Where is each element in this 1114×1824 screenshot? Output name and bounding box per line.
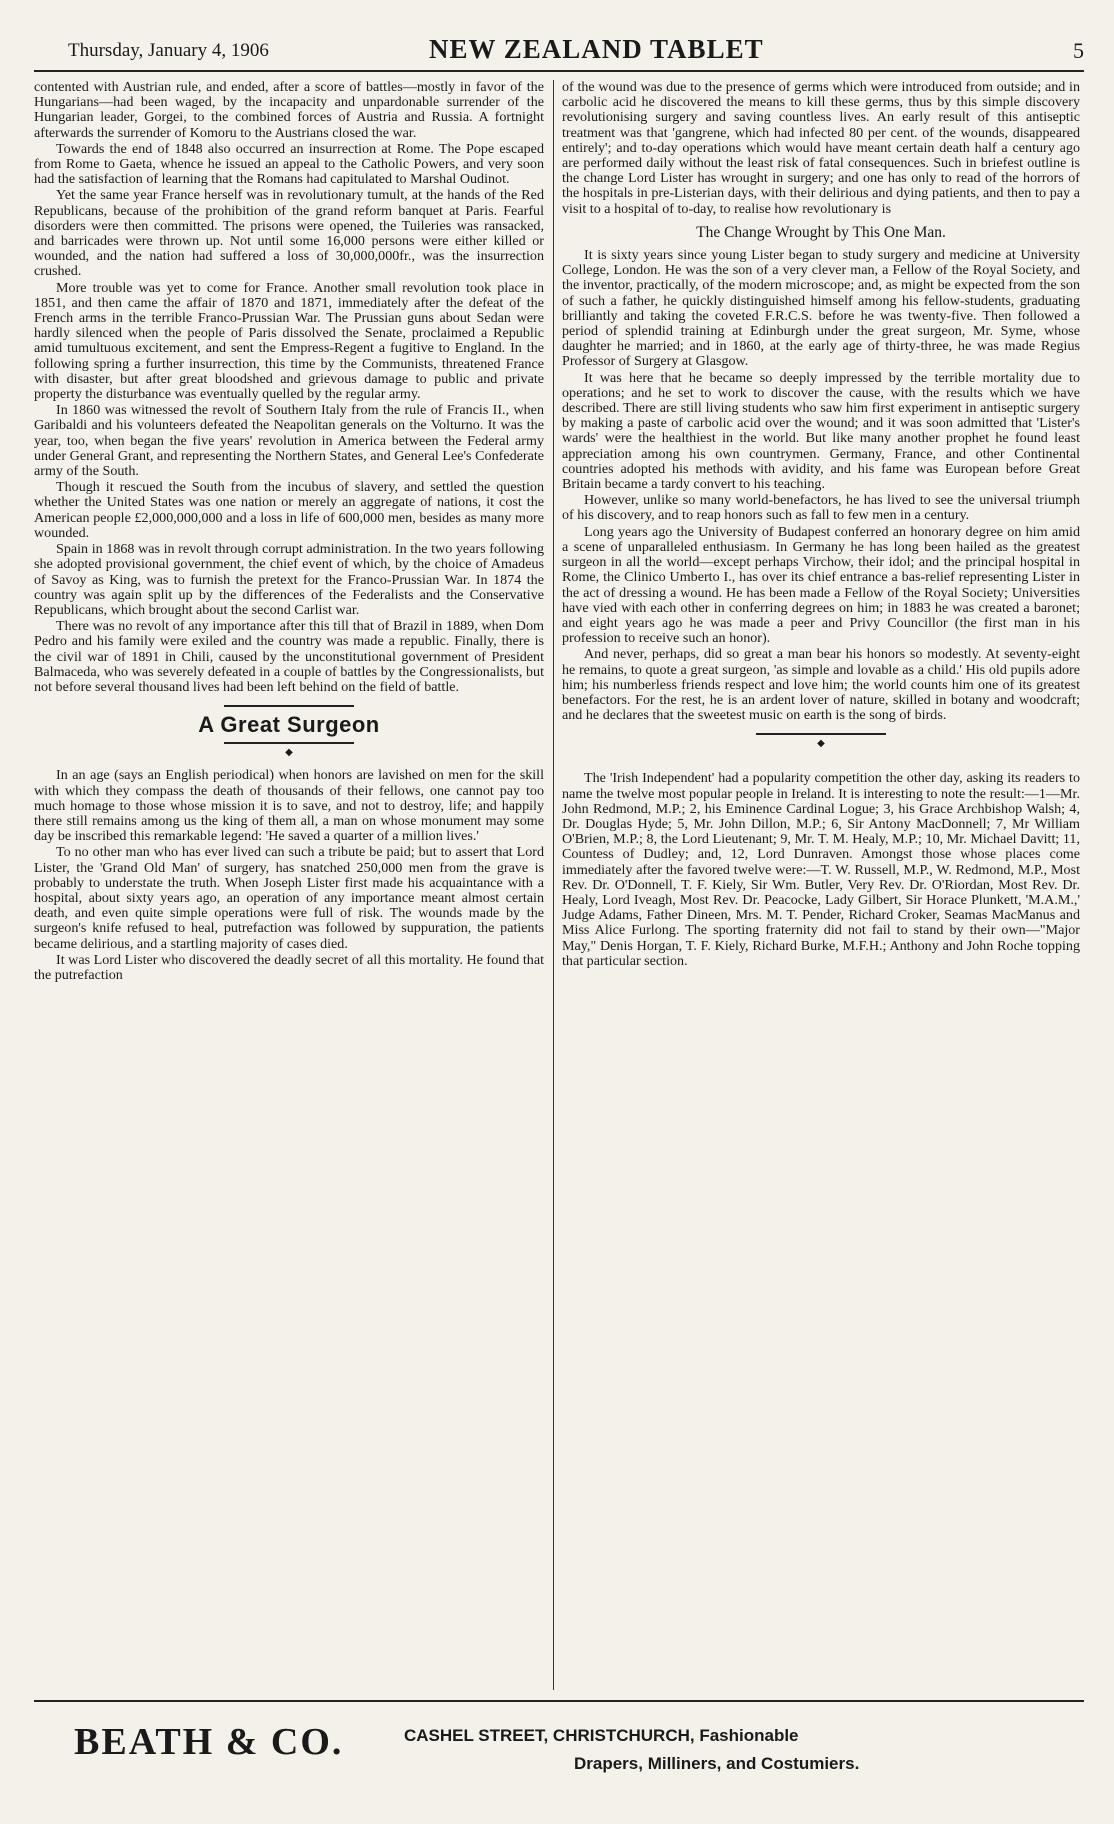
newspaper-title: NEW ZEALAND TABLET — [429, 34, 764, 64]
paragraph: of the wound was due to the presence of germs which were introduced from outside; and in carbolic acid he discovered the means to kill these germs, thus by this simple discovery revolutionising surgery and saving countless lives. An early result of this antiseptic treatment was that 'gangrene, which had infected 80 per cent. of the wounds, disappeared entirely'; and to-day operations which would have meant certain death half a century ago are performed daily without the least risk of fatal consequences. Such in briefest outline is the change Lord Lister has wrought in surgery; and one has only to read of the horrors of the hospitals in pre-Listerian days, with their delirious and dying patients, and then to pay a visit to a hospital of to-day, to realise how revolutionary is — [562, 80, 1080, 217]
paragraph: It is sixty years since young Lister began to study surgery and medicine at University College, London. He was the son of a very clever man, a Fellow of the Royal Society, and the inventor, practically, of the modern microscope; and, as might be expected from the son of such a father, he quickly distinguished himself among his fellow-students, graduating brilliantly and taking the coveted F.R.C.S. before he was twenty-five. Then followed a period of splendid training at Edinburgh under the great surgeon, Mr. Syme, whose daughter he married; and in 1860, at the early age of thirty-three, he was made Regius Professor of Surgery at Glasgow. — [562, 247, 1080, 370]
paragraph: In 1860 was witnessed the revolt of Southern Italy from the rule of Francis II., when Garibaldi and his volunteers defeated the Neapolitan generals on the Volturno. It was the year, too, when began the five years' revolution in America between the Federal army under General Grant, and representing the Northern States, and General Lee's Confederate army of the South. — [34, 402, 544, 480]
left-column — [34, 80, 544, 1690]
column-divider — [553, 80, 554, 1690]
advertisement — [34, 1712, 1084, 1802]
paragraph: There was no revolt of any importance after this till that of Brazil in 1889, when Dom Pedro and his family were exiled and the country was made a republic. Finally, there is the civil war of 1891 in Chili, caused by the unconstitutional government of President Balmaceda, who was severely defeated in a couple of battles by the Congressionalists, but not before several thousand lives had been left behind on the field of battle. — [34, 618, 544, 695]
section-title: A Great Surgeon — [198, 712, 380, 738]
right-column — [562, 80, 1080, 1690]
paragraph: Though it rescued the South from the incubus of slavery, and settled the question whether the United States was one nation or merely an aggregate of nations, it cost the American people £2,000,000,000 and a loss in life of 600,000 men, besides as many more wounded. — [34, 479, 544, 541]
paragraph: However, unlike so many world-benefactors, he has lived to see the universal triumph of his discovery, and to reap honors such as fall to few men in a century. — [562, 492, 1080, 524]
paragraph: It was Lord Lister who discovered the deadly secret of all this mortality. He found that the putrefaction — [34, 951, 544, 983]
advertiser-address: CASHEL STREET, CHRISTCHURCH, Fashionable — [404, 1726, 799, 1745]
advertiser-trade: Drapers, Milliners, and Costumiers. — [574, 1754, 860, 1773]
page-number: 5 — [1073, 38, 1084, 63]
paragraph: Long years ago the University of Budapest conferred an honorary degree on him amid a scene of unparalleled enthusiasm. In Germany he has long been hailed as the greatest surgeon in all the world—except perhaps Virchow, their idol; and the principal hospital in Rome, the Clinico Umberto I., has over its chief entrance a bas-relief representing Lister in the act of dressing a wound. He has been made a Fellow of the Royal Society; Universities have vied with each other in conferring degrees on him; in 1883 he was created a baronet; and eight years ago he was made a peer and Privy Councillor (the first man in his profession to receive such an honor). — [562, 523, 1080, 647]
paragraph: To no other man who has ever lived can such a tribute be paid; but to assert that Lord Lister, the 'Grand Old Man' of surgery, has snatched 250,000 men from the grave is probably to understate the truth. When Joseph Lister first made his acquaintance with a hospital, about sixty years ago, an operation of any importance meant almost certain death, and even quite simple operations were full of risk. The wounds made by the surgeon's knife refused to heal, putrefaction was followed by suppuration, the patients became delirious, and a startling majority of cases died. — [34, 844, 544, 952]
advertiser-name: BEATH & CO. — [74, 1721, 344, 1763]
issue-date: Thursday, January 4, 1906 — [68, 40, 269, 61]
paragraph: Spain in 1868 was in revolt through corrupt administration. In the two years following she adopted provisional government, the chief event of which, by the choice of Amadeus of Savoy as King, was to furnish the pretext for the Franco-Prussian War. In 1874 the country was again split up by the differences of the Federalists and the Conservative Republicans, which brought about the second Carlist war. — [34, 541, 544, 618]
paragraph: The 'Irish Independent' had a popularity competition the other day, asking its readers to name the twelve most popular people in Ireland. It is interesting to note the result:—1—Mr. John Redmond, M.P.; 2, his Eminence Cardinal Logue; 3, his Grace Archbishop Walsh; 4, Dr. Douglas Hyde; 5, Mr. John Dillon, M.P.; 6, Sir Antony MacDonnell; 7, Mr William O'Brien, M.P.; 8, the Lord Lieutenant; 9, Mr. T. M. Healy, M.P.; 10, Mr. Michael Davitt; 11, Countess of Dudley; and, 12, Lord Dunraven. Amongst those whose places come immediately after the favored twelve were:—T. W. Russell, M.P., W. Redmond, M.P., Most Rev. Dr. O'Donnell, T. F. Kiely, Sir Wm. Butler, Very Rev. Dr. O'Riordan, Most Rev. Dr. Healy, Lord Iveagh, Most Rev. Dr. Peacocke, Lady Gilbert, Sir Horace Plunkett, 'M.A.M.,' Judge Adams, Father Dineen, Mrs. M. T. Pender, Richard Croker, Seamas MacManus and Miss Alice Furlong. The sporting fraternity did not fail to stand by their own—"Major May," Denis Horgan, T. F. Kiely, Richard Burke, M.F.H.; Anthony and John Roche topping that particular section. — [562, 770, 1080, 969]
section-divider — [756, 733, 886, 735]
page-header — [34, 30, 1084, 72]
footer-rule — [34, 1700, 1084, 1702]
diamond-ornament-icon: ◆ — [817, 738, 825, 750]
subheading: The Change Wrought by This One Man. — [696, 223, 946, 241]
paragraph: More trouble was yet to come for France. Another small revolution took place in 1851, and then came the affair of 1870 and 1871, immediately after the defeat of the French arms in the terrible Franco-Prussian War. The Prussian guns about Sedan were hardly silenced when the people of Paris dissolved the Senate, proclaimed a Republic amid tumultuous excitement, and sent the Empress-Regent a fugitive to England. In the following spring a further insurrection, this time by the Communists, threatened France with disaster, but after great bloodshed and grievous damage to public and private property the disturbance was eventually quelled by the regular army. — [34, 279, 544, 403]
diamond-ornament-icon: ◆ — [285, 747, 293, 759]
section-divider — [224, 742, 354, 744]
section-divider — [224, 705, 354, 707]
paragraph: Towards the end of 1848 also occurred an insurrection at Rome. The Pope escaped from Rome to Gaeta, whence he issued an appeal to the Catholic Powers, and very soon had the satisfaction of learning that the Romans had capitulated to Marshal Oudinot. — [34, 140, 544, 188]
paragraph: And never, perhaps, did so great a man bear his honors so modestly. At seventy-eight he remains, to quote a great surgeon, 'as simple and lovable as a child.' His old pupils adore him; his numberless friends respect and love him; the world counts him one of its greatest benefactors. For the rest, he is an ardent lover of nature, skilled in botany and woodcraft; and he declares that the sweetest music on earth is the song of birds. — [562, 646, 1080, 724]
paragraph: In an age (says an English periodical) when honors are lavished on men for the skill with which they compass the death of thousands of their fellows, one cannot pay too much homage to those whose mission it is to save, and not to destroy, life; and happily there still remains among us the king of them all, a man on whose monument may some day be inscribed this remarkable legend: 'He saved a quarter of a million lives.' — [34, 767, 544, 845]
paragraph: contented with Austrian rule, and ended, after a score of battles—mostly in favor of the Hungarians—had been waged, by the incapacity and unpardonable surrender of the Hungarian leader, Gorgei, to the combined forces of Austria and Russia. A fortnight afterwards the surrender of Komoru to the Austrians closed the war. — [34, 80, 544, 141]
paragraph: It was here that he became so deeply impressed by the terrible mortality due to operations; and he set to work to discover the cause, with the results which we have described. There are still living students who saw him first experiment in antiseptic surgery by making a paste of carbolic acid over the wound; and it was soon admitted that 'Lister's wards' were the healthiest in the world. But like many another prophet he found least appreciation among his own countrymen. Germany, France, and other Continental countries adopted his methods with avidity, and his fame was European before Great Britain became a tardy convert to his teaching. — [562, 369, 1080, 493]
paragraph: Yet the same year France herself was in revolutionary tumult, at the hands of the Red Republicans, because of the prohibition of the grand reform banquet at Paris. Fearful disorders were then committed. The prisons were opened, the Tuileries was ransacked, and barricades were thrown up. Not until some 16,000 persons were either killed or wounded, and the nation had suffered a loss of 30,000,000fr., was the insurrection crushed. — [34, 187, 544, 280]
